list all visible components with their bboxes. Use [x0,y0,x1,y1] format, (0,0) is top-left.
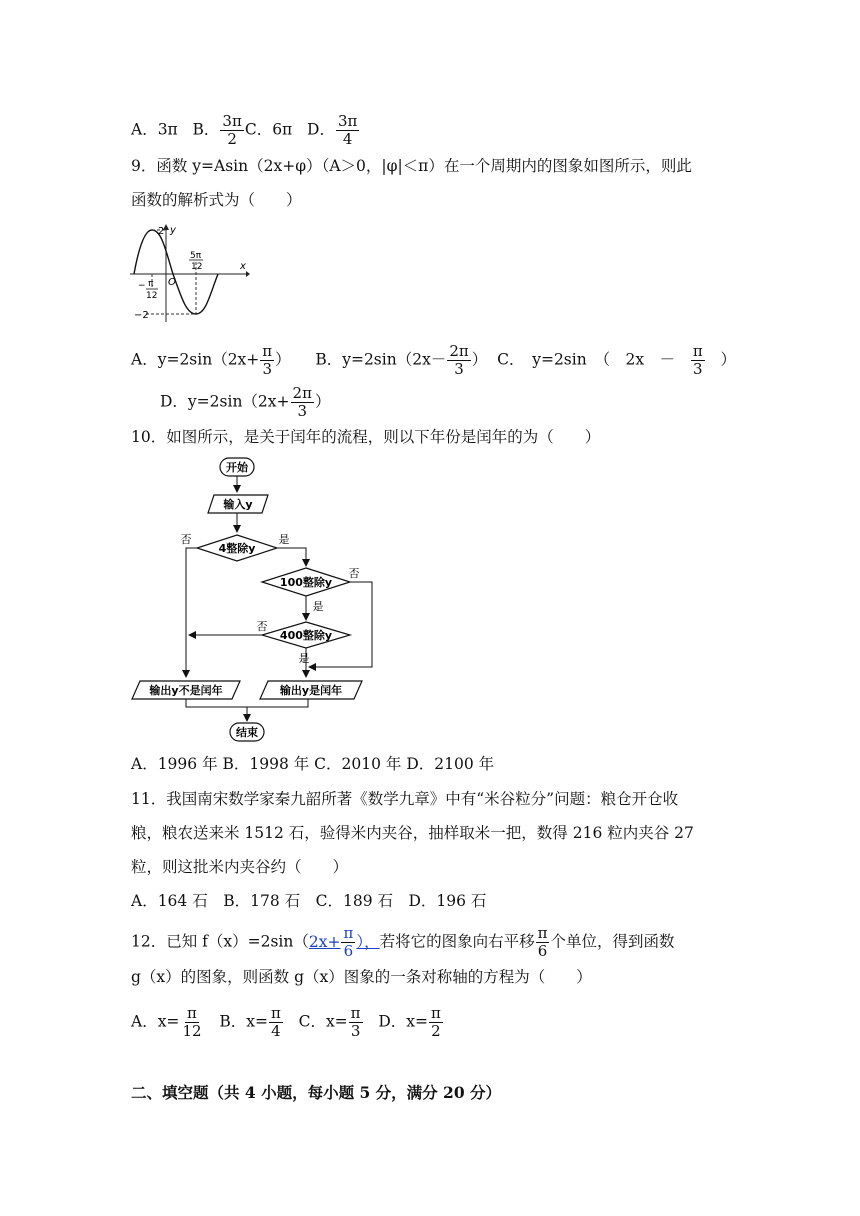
flow-d3-no: 否 [256,620,268,633]
q9-option-b: B．y=2sin（2x－ [315,350,447,369]
min-label: −2 [134,310,149,321]
q8-option-b: B． [192,120,220,139]
flow-d3-yes: 是 [298,652,310,665]
q11-line3: 粒，则这批米内夹谷约（ ） [131,858,349,876]
q9-d-fraction: $\frac{2\pi}{3}$ [292,384,312,420]
q9-options-row2: D．y=2sin（2x+ $\frac{2\pi}{3}$ ） [160,384,331,420]
y-axis-label: y [170,225,176,236]
q9-b-fraction: $\frac{2\pi}{3}$ [449,342,469,378]
q8-option-d: D． [307,120,335,139]
x-axis-label: x [240,261,246,272]
q8-option-c: C．6π [244,120,293,139]
q9-stem-line2: 函数的解析式为（ ） [131,191,302,209]
q12-stem-line1: 12．已知 f（x）=2sin（2x+ $\frac{\pi}{6}$ ），若将它的图象向右平移 $\frac{\pi}{6}$ 个单位，得到函数 [131,924,675,960]
tick-left-den: 12 [146,291,158,301]
origin-label: O [168,277,176,288]
q12-stem-line2: g（x）的图象，则函数 g（x）图象的一条对称轴的方程为（ ） [131,968,592,986]
q11-line1: 11．我国南宋数学家秦九韶所著《数学九章》中有“米谷粒分”问题：粮仓开仓收 [131,790,679,808]
q9-option-c: C． y=2sin （ 2x － [497,350,676,369]
flow-output-not-leap-label: 输出y不是闰年 [149,684,223,697]
section-2-heading: 二、填空题（共 4 小题，每小题 5 分，满分 20 分） [131,1083,502,1102]
q10-stem: 10．如图所示，是关于闰年的流程，则以下年份是闰年的为（ ） [131,428,601,446]
sine-curve [134,230,218,314]
x-arrow [246,271,250,277]
q12-option-c: C．x= [298,1012,348,1031]
q12-option-b: B．x= [219,1012,268,1031]
q9-options-row1: A．y=2sin（2x+ $\frac{\pi}{3}$ ） B．y=2sin（2x－ $\frac{2\pi}{3}$ ） C． y=2sin （ 2x － $\frac{\pi}{3}$ ） [131,342,736,378]
flow-d2-yes: 是 [312,600,324,613]
q12-option-a: A．x= [131,1012,180,1031]
q9-stem-line1: 9．函数 y=Asin（2x+φ）（A＞0，|φ|＜π）在一个周期内的图象如图所示，则此 [131,157,692,175]
q8-b-fraction: $\frac{3\pi}{2}$ [222,112,242,148]
q9-option-d: D．y=2sin（2x+ [160,392,290,411]
flow-start-label: 开始 [226,461,248,474]
q12-shift-fraction: $\frac{\pi}{6}$ [537,924,548,960]
q8-d-fraction: $\frac{3\pi}{4}$ [337,112,358,148]
flow-decision-400-label: 400整除y [279,629,333,642]
q10-flowchart [128,455,378,747]
q9-option-a: A．y=2sin（2x+ [131,350,260,369]
tick-left-num: π [148,279,154,289]
tick-right-den: 12 [191,262,203,272]
tick-left-sign: − [138,281,146,291]
q11-options: A．164 石 B．178 石 C．189 石 D．196 石 [131,892,487,910]
q10-options: A．1996 年 B．1998 年 C．2010 年 D．2100 年 [131,755,495,773]
flow-input-label: 输入y [223,498,253,511]
flow-output-leap-label: 输出y是闰年 [279,684,343,697]
flow-d1-no: 否 [180,533,192,546]
q12-options: A．x= $\frac{\pi}{12}$ B．x= $\frac{\pi}{4}$ C．x= $\frac{\pi}{3}$ D．x= $\frac{\pi}{2}$ [131,1004,441,1040]
q12-option-d: D．x= [378,1012,428,1031]
flow-end-label: 结束 [236,726,258,739]
flow-decision-100-label: 100整除y [279,576,333,589]
flow-d1-yes: 是 [278,533,290,546]
max-label: 2 [158,226,165,237]
q9-sine-graph [128,222,250,324]
tick-right-num: 5π [190,251,202,261]
q9-a-fraction: $\frac{\pi}{3}$ [262,342,273,378]
q8-option-a: A．3π [131,120,178,139]
q11-line2: 粮，粮农送来米 1512 石，验得米内夹谷，抽样取米一把，数得 216 粒内夹谷 27 [131,824,694,842]
q8-options [131,113,360,148]
q12-formula-link[interactable]: 2x+ $\frac{\pi}{6}$ ）， [308,924,380,960]
flow-d2-no: 否 [348,567,360,580]
q9-c-fraction: $\frac{\pi}{3}$ [692,342,703,378]
flow-decision-4-label: 4整除y [218,542,256,555]
